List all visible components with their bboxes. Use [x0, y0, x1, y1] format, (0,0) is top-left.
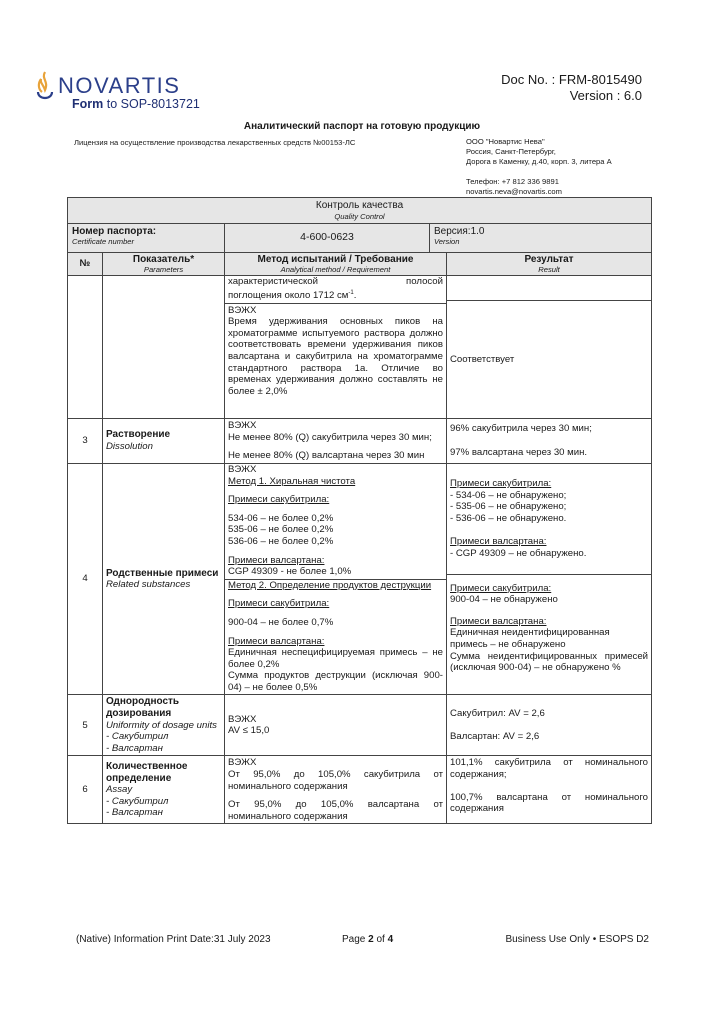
table-row: 3 Растворение Dissolution ВЭЖХ Не менее 80% (Q) сакубитрила через 30 мин; Не менее 80% (Q) валсартана через 30 мин 96% сакубитрила через 30 мин; 97% валсартана через 30 мин.: [68, 419, 652, 464]
certificate-number: 4-600-0623: [225, 224, 430, 252]
qc-header-row: Контроль качества Quality Control: [68, 198, 652, 224]
company-address: ООО "Новартис Нева" Россия, Санкт-Петербург, Дорога в Каменку, д.40, корп. 3, литера А: [466, 137, 612, 166]
table-row: 6 Количественное определение Assay - Сакубитрил - Валсартан ВЭЖХ От 95,0% до 105,0% сакубитрила от номинального содержания От 95,0% до 105,0% валсартана от номинального содержания 101,1% сакубитрила от номинального содержания; 100,7% валсартана от номинального содержания: [68, 756, 652, 824]
business-use-label: Business Use Only • ESOPS D2: [505, 934, 649, 945]
company-email: novartis.neva@novartis.com: [466, 187, 562, 196]
certificate-row: Номер паспорта: Certificate number 4-600-0623 Версия:1.0 Version: [68, 223, 652, 252]
license-text: Лицензия на осуществление производства лекарственных средств №00153-ЛС: [74, 138, 356, 147]
quality-control-table: [67, 197, 652, 824]
doc-number: Doc No. : FRM-8015490: [501, 72, 642, 87]
column-headers: № Показатель* Parameters Метод испытаний / Требование Analytical method / Requirement Результат Result: [68, 252, 652, 276]
company-contacts: [466, 177, 562, 197]
company-phone: Телефон: +7 812 336 9891: [466, 177, 559, 186]
form-reference: Form to SOP-8013721: [72, 97, 200, 111]
table-row: характеристической полосой поглощения около 1712 $см^{-1}$. ВЭЖХ Время удерживания основных пиков на хроматограмме испытуемого раствора должно соответствовать времени удерживания пиков валсартана и сакубитрила на хроматограмме стандартного раствора 1а. Отличие во временах удерживания должно составлять не более ± 2,0% Соответствует: [68, 276, 652, 419]
doc-number-block: [501, 72, 642, 104]
brand-logo: NOVARTIS: [58, 73, 181, 98]
document-title: Аналитический паспорт на готовую продукцию: [243, 121, 481, 132]
table-row: 4 Родственные примеси Related substances ВЭЖХ Метод 1. Хиральная чистота Примеси сакубитрила: 534-06 – не более 0,2% 535-06 – не более 0,2% 536-06 – не более 0,2% Примеси валсартана: CGP 49309 - не более 1,0% Метод 2. Определение продуктов деструкции Примеси сакубитрила: 900-04 – не более 0,7% Примеси валсартана: Единичная неспецифицируемая примесь – не более 0,2% Сумма продуктов деструкции (исключая 900-04) – не более 0,5% Примеси сакубитрила: - 534-06 – не обнаружено; - 535-06 – не обнаружено; - 536-06 – не обнаружено. Примеси валсартана: - CGP 49309 – не обнаружено. Примеси сакубитрила: 900-04 – не обнаружено Примеси валсартана: Единичная неидентифицированная примесь – не обнаружено Сумма неидентифицированных примесей (исключая 900-04) – не обнаружено %: [68, 463, 652, 695]
print-date: (Native) Information Print Date:31 July 2023: [76, 934, 271, 945]
novartis-flame-icon: [36, 70, 54, 104]
doc-version: Version : 6.0: [569, 88, 642, 103]
page-indicator: Page 2 of 4: [342, 934, 394, 945]
table-row: 5 Однородность дозирования Uniformity of dosage units - Сакубитрил - Валсартан ВЭЖХ AV ≤ 15,0 Сакубитрил: AV = 2,6 Валсартан: AV = 2,6: [68, 695, 652, 756]
